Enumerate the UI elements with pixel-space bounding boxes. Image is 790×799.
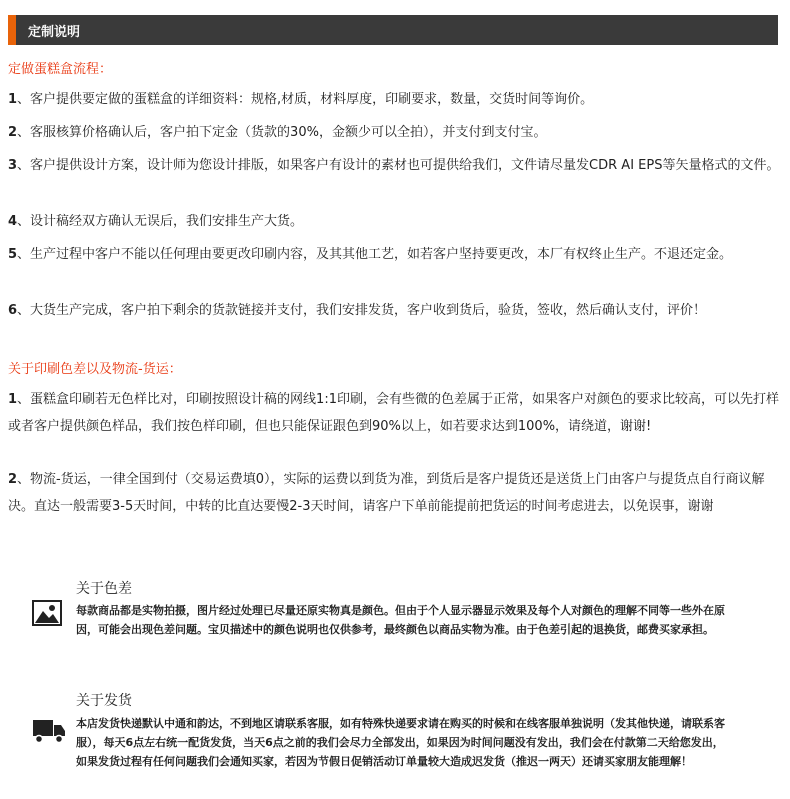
notice-shipping-body: 本店发货快递默认中通和韵达，不到地区请联系客服，如有特殊快递要求请在购买的时候和在线客服单独说明（发其他快递，请联系客服），每天6点左右统一配货发货，当天6点之前的我们会尽力全部发出，如果因为时间问题没有发出，我们会在付款第二天给您发出，如果发货过程有任何问题我们会通知买家，若因为节假日促销活动订单量较大造成迟发货（推迟一两天）还请买家朋友能理解！ bbox=[76, 717, 725, 768]
list-item: 1、客户提供要定做的蛋糕盒的详细资料：规格,材质，材料厚度，印刷要求，数量，交货时间等询价。 bbox=[8, 92, 594, 107]
list-item: 2、物流-货运，一律全国到付（交易运费填0），实际的运费以到货为准，到货后是客户提货还是送货上门由客户与提货点自行商议解决。直达一般需要3-5天时间，中转的比直达要慢2-3天时间，请客户下单前能提前把货运的时间考虑进去，以免误事，谢谢 bbox=[8, 472, 765, 514]
notice-shipping-title: 关于发货 bbox=[76, 693, 132, 709]
list-item: 2、客服核算价格确认后，客户拍下定金（货款的30%，金额少可以全拍），并支付到支付宝。 bbox=[8, 125, 547, 140]
page-title: 定制说明 bbox=[28, 25, 81, 40]
notice-color-body: 每款商品都是实物拍摄，图片经过处理已尽量还原实物真是颜色。但由于个人显示器显示效果及每个人对颜色的理解不同等一些外在原因，可能会出现色差问题。宝贝描述中的颜色说明也仅供参考，最终颜色以商品实物为准。由于色差引起的退换货，邮费买家承担。 bbox=[76, 604, 725, 636]
list-item: 1、蛋糕盒印刷若无色样比对，印刷按照设计稿的网线1:1印刷，会有些微的色差属于正常，如果客户对颜色的要求比较高，可以先打样或者客户提供颜色样品，我们按色样印刷，但也只能保证跟色到90%以上，如若要求达到100%，请绕道，谢谢! bbox=[8, 392, 779, 434]
image-icon bbox=[32, 600, 62, 630]
list-item: 6、大货生产完成，客户拍下剩余的货款链接并支付，我们安排发货，客户收到货后，验货，签收，然后确认支付，评价！ bbox=[8, 303, 707, 318]
list-item: 5、生产过程中客户不能以任何理由要更改印刷内容，及其其他工艺，如若客户坚持要更改，本厂有权终止生产。不退还定金。 bbox=[8, 247, 733, 262]
truck-icon bbox=[32, 718, 66, 748]
header-bar bbox=[8, 15, 778, 45]
header-accent bbox=[8, 15, 16, 45]
list-item: 4、设计稿经双方确认无误后，我们安排生产大货。 bbox=[8, 214, 304, 229]
section-title-shipping: 关于印刷色差以及物流-货运： bbox=[8, 362, 182, 377]
list-item: 3、客户提供设计方案，设计师为您设计排版，如果客户有设计的素材也可提供给我们，文件请尽量发CDR AI EPS等矢量格式的文件。 bbox=[8, 158, 780, 173]
notice-color-title: 关于色差 bbox=[76, 581, 132, 597]
section-title-process: 定做蛋糕盒流程： bbox=[8, 62, 113, 77]
